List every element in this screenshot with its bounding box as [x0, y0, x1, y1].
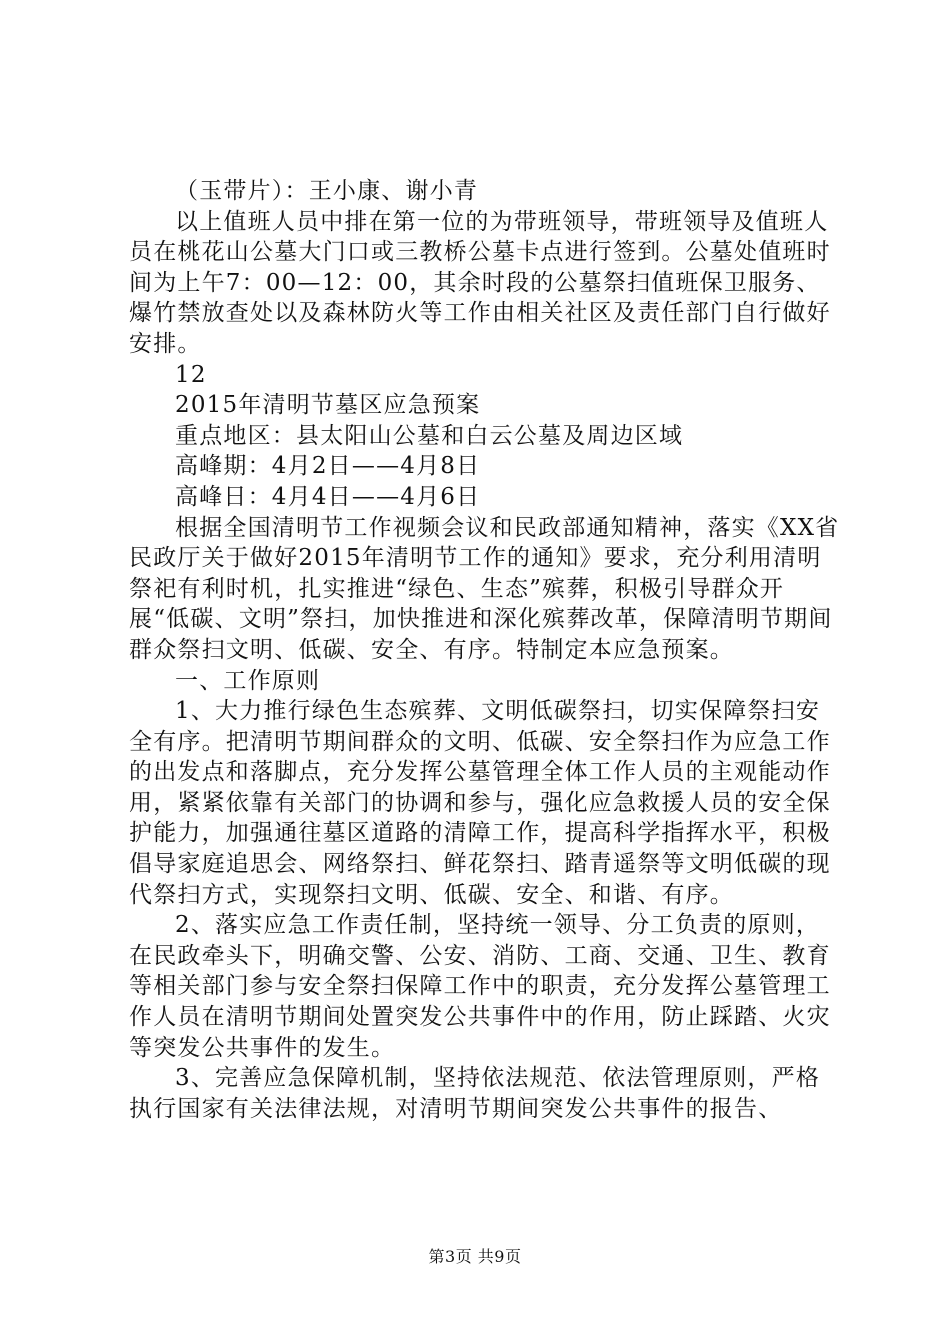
- heading-work-principles: 一、工作原则: [175, 667, 321, 694]
- paragraph-peak-days: 高峰日：4月4日——4月6日: [175, 483, 481, 510]
- paragraph-principle-2: 2、落实应急工作责任制，坚持统一领导、分工负责的原则，在民政牵头下，明确交警、公安、消防、工商、交通、卫生、教育等相关部门参与安全祭扫保障工作中的职责，充分发挥公墓管理工作人员在清明节期间处置突发公共事件中的作用，防止踩踏、火灾等突发公共事件的发生。: [129, 912, 831, 1061]
- page-footer: 第3页 共9页: [428, 1247, 522, 1266]
- paragraph-number: 12: [175, 361, 207, 388]
- paragraph-introduction: 根据全国清明节工作视频会议和民政部通知精神，落实《XX省民政厅关于做好2015年清明节工作的通知》要求，充分利用清明祭祀有利时机，扎实推进“绿色、生态”殡葬，积极引导群众开展“低碳、文明”祭扫，加快推进和深化殡葬改革，保障清明节期间群众祭扫文明、低碳、安全、有序。特制定本应急预案。: [129, 514, 840, 663]
- paragraph-duty-arrangement: 以上值班人员中排在第一位的为带班领导，带班领导及值班人员在桃花山公墓大门口或三教桥公墓卡点进行签到。公墓处值班时间为上午7：00—12：00，其余时段的公墓祭扫值班保卫服务、爆竹禁放查处以及森林防火等工作由相关社区及责任部门自行做好安排。: [129, 208, 831, 357]
- paragraph-principle-3: 3、完善应急保障机制，坚持依法规范、依法管理原则，严格执行国家有关法律法规，对清明节期间突发公共事件的报告、: [129, 1065, 821, 1122]
- document-body: [129, 176, 841, 1124]
- section-title: 2015年清明节墓区应急预案: [175, 392, 481, 419]
- paragraph-key-areas: 重点地区：县太阳山公墓和白云公墓及周边区域: [175, 422, 684, 449]
- paragraph-principle-1: 1、大力推行绿色生态殡葬、文明低碳祭扫，切实保障祭扫安全有序。把清明节期间群众的文明、低碳、安全祭扫作为应急工作的出发点和落脚点，充分发挥公墓管理全体工作人员的主观能动作用，紧紧依靠有关部门的协调和参与，强化应急救援人员的安全保护能力，加强通往墓区道路的清障工作，提高科学指挥水平，积极倡导家庭追思会、网络祭扫、鲜花祭扫、踏青遥祭等文明低碳的现代祭扫方式，实现祭扫文明、低碳、安全、和谐、有序。: [129, 698, 831, 908]
- paragraph-duty-roster: （玉带片）：王小康、谢小青: [175, 178, 479, 204]
- paragraph-peak-period: 高峰期：4月2日——4月8日: [175, 453, 481, 480]
